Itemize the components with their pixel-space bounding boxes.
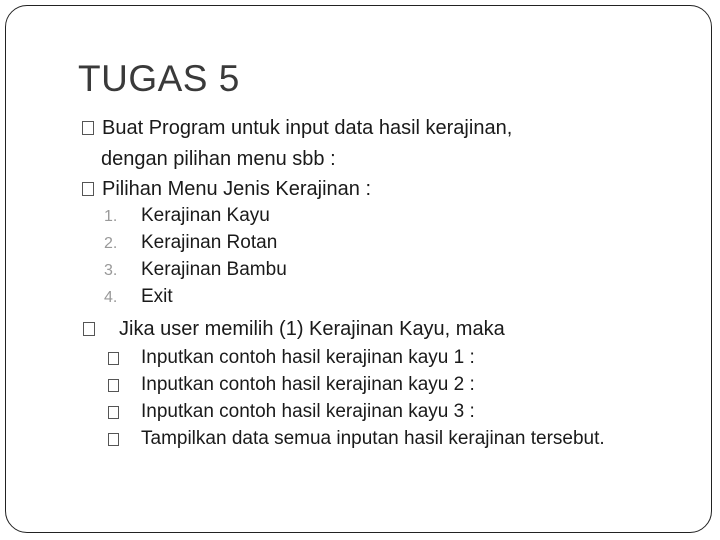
checkbox-bullet-icon xyxy=(108,379,119,392)
menu-number: 4. xyxy=(104,289,118,306)
bullet-text: Pilihan Menu Jenis Kerajinan : xyxy=(102,178,372,200)
step-item: Inputkan contoh hasil kerajinan kayu 1 : xyxy=(141,347,475,368)
menu-number: 3. xyxy=(104,262,118,279)
menu-item-bambu: Kerajinan Bambu xyxy=(141,259,287,280)
menu-number: 2. xyxy=(104,235,118,252)
bullet-text: Jika user memilih (1) Kerajinan Kayu, maka xyxy=(119,318,505,340)
menu-item-kayu: Kerajinan Kayu xyxy=(141,205,270,226)
step-item: Inputkan contoh hasil kerajinan kayu 2 : xyxy=(141,374,475,395)
slide-title: TUGAS 5 xyxy=(78,58,240,99)
step-item: Inputkan contoh hasil kerajinan kayu 3 : xyxy=(141,401,475,422)
checkbox-bullet-icon xyxy=(82,121,94,135)
checkbox-bullet-icon xyxy=(108,433,119,446)
bullet-text-continued: dengan pilihan menu sbb : xyxy=(101,148,336,170)
step-item: Tampilkan data semua inputan hasil kerajinan tersebut. xyxy=(141,428,605,449)
menu-number: 1. xyxy=(104,208,118,225)
menu-item-exit: Exit xyxy=(141,286,173,307)
checkbox-bullet-icon xyxy=(108,352,119,365)
bullet-text: Buat Program untuk input data hasil kerajinan, xyxy=(102,117,513,139)
checkbox-bullet-icon xyxy=(82,182,94,196)
checkbox-bullet-icon xyxy=(108,406,119,419)
menu-item-rotan: Kerajinan Rotan xyxy=(141,232,278,253)
checkbox-bullet-icon xyxy=(83,322,95,336)
